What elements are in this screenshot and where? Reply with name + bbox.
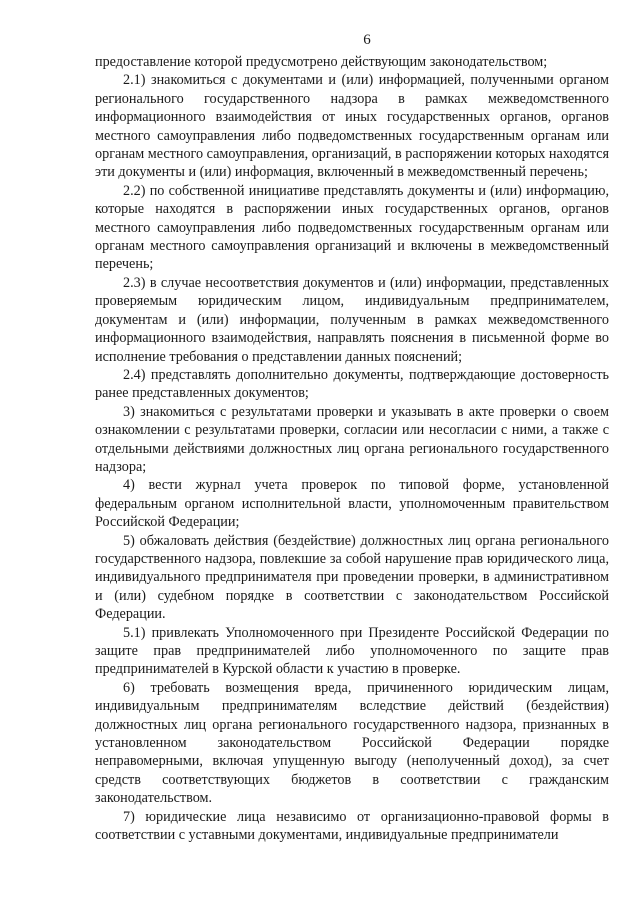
paragraph-7: 7) юридические лица независимо от организационно-правовой формы в соответствии с уставными документами, индивидуальные предприниматели [95,808,609,844]
paragraph-6: 6) требовать возмещения вреда, причиненного юридическим лицам, индивидуальным предпринимателям вследствие действий (бездействия) должностных лиц органа регионального государственного надзора, признанных в установленном законодательством Российской Федерации порядке неправомерными, включая упущенную выгоду (неполученный доход), за счет средств соответствующих бюджетов в соответствии с гражданским законодательством. [95,679,609,807]
paragraph-4: 4) вести журнал учета проверок по типовой форме, установленной федеральным органом исполнительной власти, уполномоченным правительством Российской Федерации; [95,477,609,531]
paragraph-3: 3) знакомиться с результатами проверки и указывать в акте проверки о своем ознакомлении с результатами проверки, согласии или несогласии с ними, а также с отдельными действиями должностных лиц органа регионального государственного надзора; [95,403,609,475]
paragraph-2-4: 2.4) представлять дополнительно документы, подтверждающие достоверность ранее представленных документов; [95,366,609,402]
paragraph-5: 5) обжаловать действия (бездействие) должностных лиц органа регионального государственного надзора, повлекшие за собой нарушение прав юридического лица, индивидуального предпринимателя при проведении проверки, в административном и (или) судебном порядке в соответствии с законодательством Российской Федерации. [95,532,609,623]
paragraph-2-3: 2.3) в случае несоответствия документов и (или) информации, представленных проверяемым юридическим лицом, индивидуальным предпринимателем, документам и (или) информации, полученным в рамках межведомственного информационного взаимодействия, направлять пояснения в письменной форме во исполнение требования о представлении данных пояснений; [95,274,609,365]
paragraph-continuation: предоставление которой предусмотрено действующим законодательством; [95,54,548,70]
page-number: 6 [363,32,371,48]
paragraph-2-1: 2.1) знакомиться с документами и (или) информацией, полученными органом регионального государственного надзора в рамках межведомственного информационного взаимодействия от иных государственных органов, органов местного самоуправления либо подведомственных государственным органам или органам местного самоуправления, организаций, в распоряжении которых находятся эти документы и (или) информация, включенный в межведомственный перечень; [95,72,609,181]
paragraph-2-2: 2.2) по собственной инициативе представлять документы и (или) информацию, которые находятся в распоряжении иных государственных органов, органов местного самоуправления либо подведомственных государственным органам или органам местного самоуправления организаций и включены в межведомственный перечень; [95,182,609,273]
paragraph-5-1: 5.1) привлекать Уполномоченного при Президенте Российской Федерации по защите прав предпринимателей либо уполномоченного по защите прав предпринимателей в Курской области к участию в проверке. [95,624,609,678]
